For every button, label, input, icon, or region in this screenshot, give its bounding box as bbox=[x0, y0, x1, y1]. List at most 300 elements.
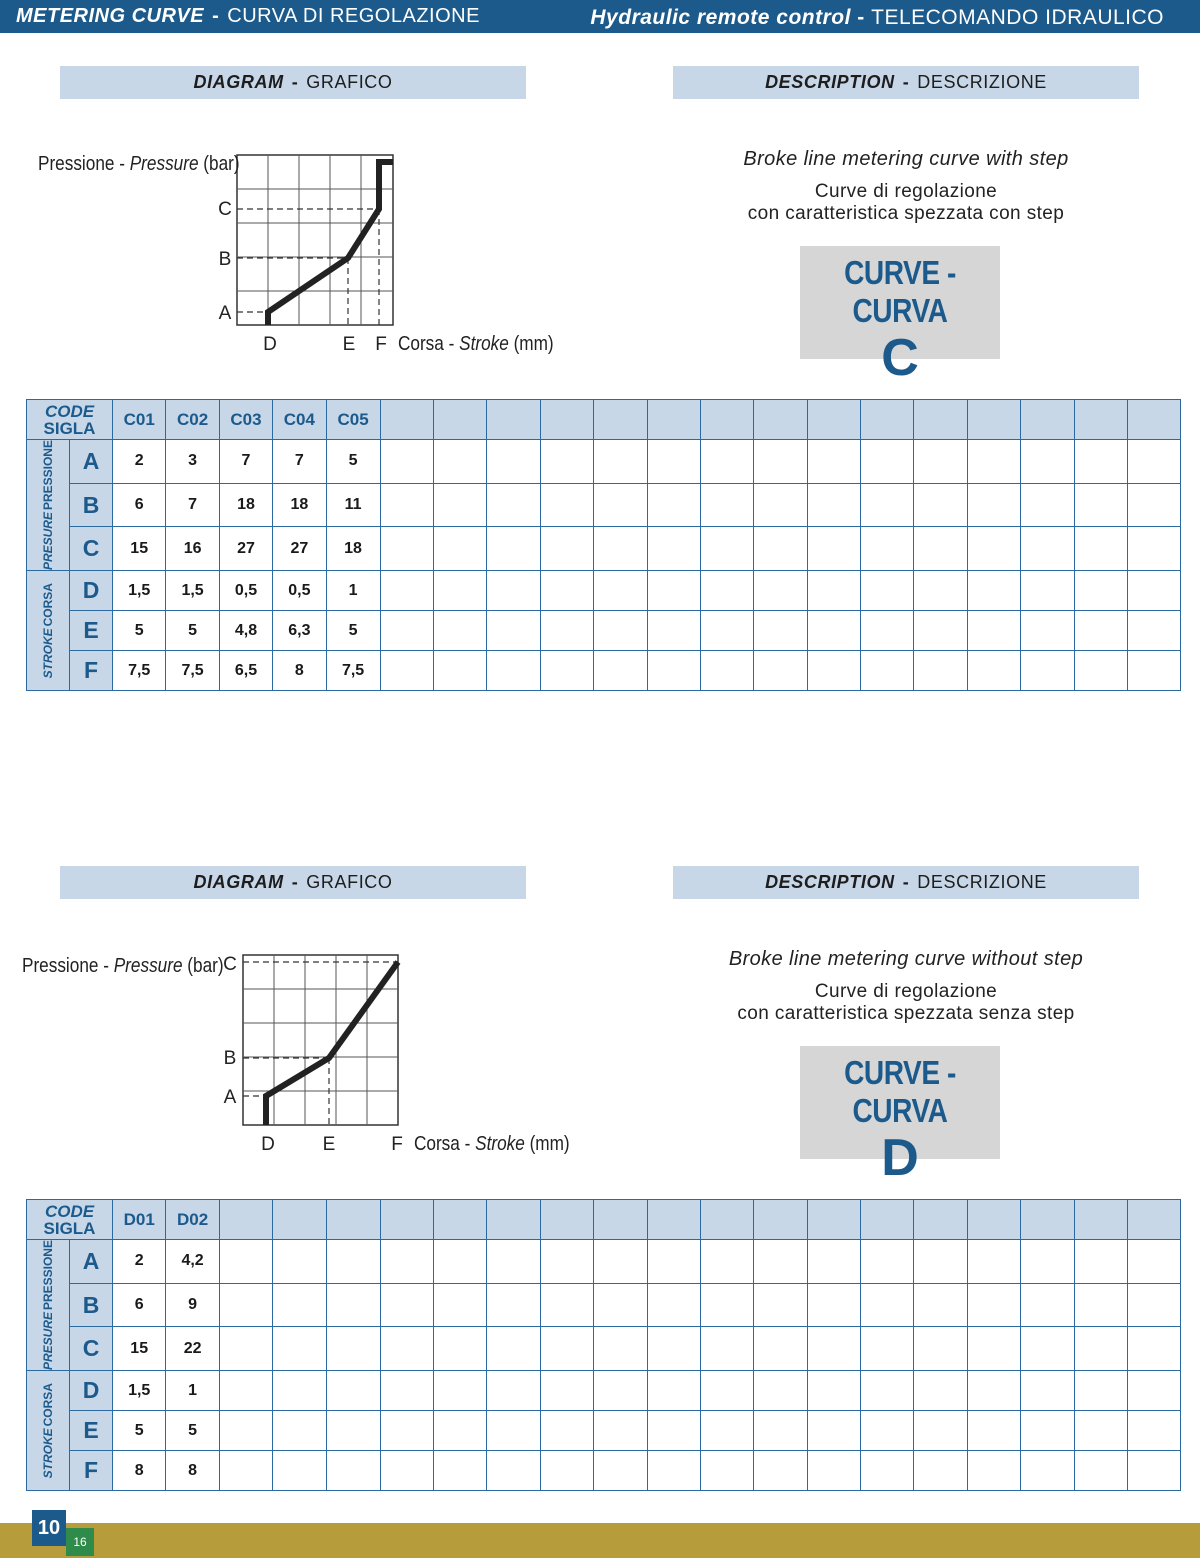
chart-c-series-line bbox=[268, 162, 393, 325]
chart-d-xtick-e: E bbox=[322, 1134, 336, 1155]
table-cell bbox=[1074, 1411, 1127, 1451]
table-cell bbox=[380, 1411, 433, 1451]
diagram-header-it: GRAFICO bbox=[306, 72, 393, 92]
code-column-header bbox=[219, 1200, 272, 1240]
code-label: CODE bbox=[44, 401, 95, 421]
footer-title-en: Hydraulic remote control bbox=[590, 6, 851, 29]
group-label-it: PRESSIONE bbox=[41, 440, 55, 511]
description-line-it-b: con caratteristica spezzata senza step bbox=[737, 1003, 1075, 1024]
table-cell bbox=[1021, 1283, 1074, 1327]
table-cell bbox=[861, 571, 914, 611]
table-cell bbox=[273, 1371, 326, 1411]
table-cell: 1 bbox=[326, 571, 380, 611]
chart-d-xlabel: Corsa - Stroke (mm) bbox=[414, 1131, 570, 1155]
table-cell: 2 bbox=[113, 440, 166, 484]
table-cell bbox=[861, 1411, 914, 1451]
chart-c-ytick-a: A bbox=[218, 303, 232, 324]
table-cell bbox=[861, 1371, 914, 1411]
table-cell bbox=[1021, 1451, 1074, 1491]
table-cell bbox=[1074, 1283, 1127, 1327]
table-cell bbox=[1128, 527, 1181, 571]
row-letter: E bbox=[70, 1411, 113, 1451]
table-row bbox=[27, 571, 1181, 611]
table-cell bbox=[861, 483, 914, 527]
table-cell: 5 bbox=[326, 440, 380, 484]
table-cell bbox=[807, 440, 860, 484]
description-header-en: DESCRIPTION bbox=[765, 72, 895, 92]
code-column-header bbox=[487, 1200, 540, 1240]
table-cell: 15 bbox=[113, 1327, 166, 1371]
table-cell bbox=[487, 1411, 540, 1451]
table-cell bbox=[487, 440, 540, 484]
table-cell: 16 bbox=[166, 527, 219, 571]
code-column-header bbox=[967, 400, 1020, 440]
table-cell bbox=[807, 1371, 860, 1411]
table-cell bbox=[433, 1371, 486, 1411]
table-cell bbox=[380, 1371, 433, 1411]
table-cell: 18 bbox=[219, 483, 272, 527]
code-column-header bbox=[1074, 1200, 1127, 1240]
table-cell bbox=[754, 651, 807, 691]
table-cell bbox=[1021, 1240, 1074, 1284]
table-cell: 1 bbox=[166, 1371, 219, 1411]
table-cell bbox=[540, 611, 593, 651]
chart-c-ytick-c: C bbox=[218, 199, 232, 220]
stroke-group-label bbox=[27, 1371, 70, 1491]
table-cell bbox=[1074, 651, 1127, 691]
table-cell: 6,5 bbox=[219, 651, 272, 691]
diagram-header-sep: - bbox=[291, 72, 299, 92]
table-cell bbox=[861, 1327, 914, 1371]
description-header bbox=[673, 66, 1139, 99]
table-cell bbox=[1074, 483, 1127, 527]
table-cell bbox=[219, 1283, 272, 1327]
table-cell: 1,5 bbox=[113, 1371, 166, 1411]
row-letter: B bbox=[70, 483, 113, 527]
code-column-header bbox=[1128, 1200, 1181, 1240]
table-cell bbox=[273, 1451, 326, 1491]
table-cell bbox=[914, 1327, 967, 1371]
table-cell: 6 bbox=[113, 483, 166, 527]
table-cell: 4,2 bbox=[166, 1240, 219, 1284]
table-cell: 27 bbox=[273, 527, 326, 571]
banner-sep: - bbox=[212, 5, 220, 27]
table-cell bbox=[967, 483, 1020, 527]
table-row bbox=[27, 1411, 1181, 1451]
code-table-c bbox=[26, 399, 1181, 691]
table-cell bbox=[807, 611, 860, 651]
table-cell bbox=[380, 1240, 433, 1284]
table-cell bbox=[754, 611, 807, 651]
table-cell bbox=[647, 1240, 700, 1284]
code-column-header bbox=[914, 1200, 967, 1240]
chart-d-xtick-f: F bbox=[391, 1134, 403, 1155]
table-cell: 1,5 bbox=[166, 571, 219, 611]
table-cell bbox=[594, 527, 647, 571]
description-line-it bbox=[700, 181, 1112, 225]
description-line-en: Broke line metering curve with step bbox=[743, 148, 1069, 170]
curve-type-title: CURVE - CURVA bbox=[844, 1054, 956, 1129]
table-cell: 18 bbox=[326, 527, 380, 571]
table-cell bbox=[273, 1283, 326, 1327]
table-cell bbox=[273, 1327, 326, 1371]
table-cell bbox=[700, 1451, 753, 1491]
table-cell bbox=[594, 1283, 647, 1327]
chart-d-xtick-d: D bbox=[261, 1134, 275, 1155]
table-cell bbox=[1021, 651, 1074, 691]
table-cell bbox=[647, 611, 700, 651]
table-cell bbox=[1128, 1327, 1181, 1371]
table-cell bbox=[326, 1411, 380, 1451]
curve-type-letter: D bbox=[881, 1129, 919, 1187]
table-cell bbox=[1021, 1327, 1074, 1371]
table-cell bbox=[219, 1371, 272, 1411]
row-letter: A bbox=[70, 1240, 113, 1284]
table-cell bbox=[219, 1451, 272, 1491]
table-cell bbox=[594, 440, 647, 484]
table-cell bbox=[754, 483, 807, 527]
table-cell bbox=[1128, 651, 1181, 691]
code-column-header bbox=[380, 400, 433, 440]
table-cell bbox=[754, 440, 807, 484]
table-cell bbox=[700, 1283, 753, 1327]
curve-type-letter: C bbox=[881, 329, 919, 387]
table-cell bbox=[540, 1411, 593, 1451]
table-cell bbox=[1021, 1371, 1074, 1411]
description-line-it-b: con caratteristica spezzata con step bbox=[747, 203, 1065, 224]
code-column-header bbox=[540, 1200, 593, 1240]
description-line-it-a: Curve di regolazione bbox=[814, 181, 998, 202]
chart-d-ytick-b: B bbox=[223, 1048, 237, 1069]
table-cell bbox=[914, 611, 967, 651]
table-row bbox=[27, 1451, 1181, 1491]
table-cell bbox=[433, 571, 486, 611]
code-sigla-header bbox=[27, 1200, 113, 1240]
table-cell bbox=[433, 611, 486, 651]
table-cell bbox=[861, 440, 914, 484]
table-cell bbox=[594, 1371, 647, 1411]
table-cell bbox=[487, 1283, 540, 1327]
code-column-header bbox=[1021, 400, 1074, 440]
table-cell bbox=[326, 1327, 380, 1371]
table-row bbox=[27, 1283, 1181, 1327]
chart-d-grid bbox=[243, 955, 398, 1125]
code-column-header: C01 bbox=[113, 400, 166, 440]
code-sigla-header bbox=[27, 400, 113, 440]
table-cell bbox=[967, 571, 1020, 611]
table-cell bbox=[967, 611, 1020, 651]
group-label-en: PRESURE bbox=[41, 512, 55, 571]
pressure-group-label bbox=[27, 440, 70, 571]
table-cell: 27 bbox=[219, 527, 272, 571]
table-cell bbox=[914, 483, 967, 527]
table-cell bbox=[914, 440, 967, 484]
page-number: 10 bbox=[32, 1510, 66, 1546]
table-cell bbox=[540, 440, 593, 484]
table-cell bbox=[1021, 483, 1074, 527]
table-cell bbox=[700, 1240, 753, 1284]
chart-c-xtick-f: F bbox=[375, 334, 387, 355]
diagram-header-it: GRAFICO bbox=[306, 872, 393, 892]
table-cell bbox=[433, 1451, 486, 1491]
chart-c-xlabel: Corsa - Stroke (mm) bbox=[397, 331, 554, 355]
table-cell: 4,8 bbox=[219, 611, 272, 651]
code-column-header bbox=[861, 1200, 914, 1240]
table-cell bbox=[807, 483, 860, 527]
table-cell: 8 bbox=[166, 1451, 219, 1491]
table-cell bbox=[647, 651, 700, 691]
chart-c-xtick-d: D bbox=[263, 334, 277, 355]
chart-c-guides bbox=[237, 209, 379, 325]
description-line-it bbox=[700, 981, 1112, 1025]
code-column-header bbox=[754, 400, 807, 440]
row-letter: C bbox=[70, 1327, 113, 1371]
table-cell bbox=[1128, 440, 1181, 484]
pressure-group-label bbox=[27, 1240, 70, 1371]
table-cell: 18 bbox=[273, 483, 326, 527]
table-cell bbox=[700, 651, 753, 691]
table-cell bbox=[1074, 1240, 1127, 1284]
description-header-it: DESCRIZIONE bbox=[917, 72, 1047, 92]
banner-title-it: CURVA DI REGOLAZIONE bbox=[227, 5, 480, 27]
table-cell bbox=[807, 1283, 860, 1327]
table-cell bbox=[1128, 1283, 1181, 1327]
table-cell bbox=[807, 651, 860, 691]
table-cell: 8 bbox=[113, 1451, 166, 1491]
group-label-it: CORSA bbox=[41, 582, 55, 627]
table-cell bbox=[380, 1283, 433, 1327]
table-cell bbox=[861, 527, 914, 571]
table-cell: 5 bbox=[166, 611, 219, 651]
table-cell bbox=[540, 1283, 593, 1327]
table-cell bbox=[807, 1411, 860, 1451]
row-letter: D bbox=[70, 571, 113, 611]
table-cell: 3 bbox=[166, 440, 219, 484]
code-column-header bbox=[1021, 1200, 1074, 1240]
table-cell bbox=[914, 1371, 967, 1411]
table-cell: 9 bbox=[166, 1283, 219, 1327]
table-cell bbox=[273, 1411, 326, 1451]
table-cell bbox=[914, 1451, 967, 1491]
table-cell bbox=[380, 440, 433, 484]
table-cell: 2 bbox=[113, 1240, 166, 1284]
table-cell: 7,5 bbox=[113, 651, 166, 691]
chart-c-grid bbox=[237, 155, 393, 325]
table-cell bbox=[967, 1327, 1020, 1371]
table-cell bbox=[487, 1240, 540, 1284]
table-cell: 7 bbox=[219, 440, 272, 484]
code-column-header bbox=[380, 1200, 433, 1240]
table-cell: 6,3 bbox=[273, 611, 326, 651]
row-letter: F bbox=[70, 651, 113, 691]
table-cell: 8 bbox=[273, 651, 326, 691]
table-cell bbox=[754, 1283, 807, 1327]
footer-sep: - bbox=[850, 6, 872, 29]
table-cell bbox=[700, 440, 753, 484]
table-cell bbox=[647, 440, 700, 484]
table-cell bbox=[1128, 1451, 1181, 1491]
table-cell bbox=[1128, 1371, 1181, 1411]
table-cell bbox=[647, 527, 700, 571]
table-cell bbox=[380, 527, 433, 571]
table-cell bbox=[1128, 611, 1181, 651]
table-cell bbox=[1074, 1327, 1127, 1371]
table-cell bbox=[487, 571, 540, 611]
table-cell bbox=[540, 1451, 593, 1491]
table-cell bbox=[861, 1451, 914, 1491]
table-cell bbox=[380, 611, 433, 651]
table-cell bbox=[594, 1327, 647, 1371]
table-cell bbox=[700, 1327, 753, 1371]
table-cell: 0,5 bbox=[219, 571, 272, 611]
chart-c-xtick-e: E bbox=[342, 334, 356, 355]
table-cell bbox=[219, 1411, 272, 1451]
table-cell bbox=[433, 440, 486, 484]
table-cell bbox=[700, 611, 753, 651]
row-letter: C bbox=[70, 527, 113, 571]
table-cell bbox=[326, 1240, 380, 1284]
table-cell bbox=[594, 611, 647, 651]
table-cell bbox=[1074, 611, 1127, 651]
footer-bar bbox=[0, 1523, 1200, 1558]
table-cell: 7 bbox=[166, 483, 219, 527]
table-cell bbox=[754, 1451, 807, 1491]
table-cell bbox=[1021, 611, 1074, 651]
table-row bbox=[27, 1371, 1181, 1411]
table-cell bbox=[380, 1451, 433, 1491]
table-row bbox=[27, 527, 1181, 571]
table-cell bbox=[540, 527, 593, 571]
table-cell bbox=[433, 651, 486, 691]
description-header-en: DESCRIPTION bbox=[765, 872, 895, 892]
table-cell bbox=[967, 1283, 1020, 1327]
code-column-header bbox=[1128, 400, 1181, 440]
table-cell bbox=[380, 651, 433, 691]
group-label-en: STROKE bbox=[41, 1428, 55, 1479]
table-cell bbox=[1128, 483, 1181, 527]
code-column-header: C04 bbox=[273, 400, 326, 440]
description-header-sep: - bbox=[902, 72, 910, 92]
table-cell bbox=[594, 1451, 647, 1491]
group-label-it: CORSA bbox=[41, 1382, 55, 1427]
table-cell bbox=[1021, 527, 1074, 571]
curve-type-title: CURVE - CURVA bbox=[844, 254, 956, 329]
table-cell bbox=[861, 1283, 914, 1327]
diagram-header-2 bbox=[60, 866, 526, 899]
table-row bbox=[27, 1240, 1181, 1284]
table-cell bbox=[487, 483, 540, 527]
table-cell bbox=[861, 611, 914, 651]
table-cell: 15 bbox=[113, 527, 166, 571]
table-cell bbox=[273, 1240, 326, 1284]
table-cell bbox=[647, 1411, 700, 1451]
table-cell bbox=[594, 483, 647, 527]
vertical-label bbox=[41, 583, 55, 678]
table-row bbox=[27, 1327, 1181, 1371]
code-column-header bbox=[807, 1200, 860, 1240]
code-column-header: C02 bbox=[166, 400, 219, 440]
table-cell bbox=[967, 1451, 1020, 1491]
table-cell: 5 bbox=[113, 611, 166, 651]
code-table-d bbox=[26, 1199, 1181, 1491]
table-cell: 22 bbox=[166, 1327, 219, 1371]
code-column-header bbox=[647, 1200, 700, 1240]
table-cell bbox=[487, 1327, 540, 1371]
chart-c-ylabel: Pressione - Pressure (bar) bbox=[38, 151, 240, 175]
table-cell bbox=[326, 1371, 380, 1411]
table-row bbox=[27, 611, 1181, 651]
row-letter: A bbox=[70, 440, 113, 484]
table-cell bbox=[1074, 1451, 1127, 1491]
table-header-row bbox=[27, 1200, 1181, 1240]
table-cell: 11 bbox=[326, 483, 380, 527]
table-cell bbox=[594, 1411, 647, 1451]
code-column-header bbox=[326, 1200, 380, 1240]
table-cell bbox=[594, 571, 647, 611]
table-cell bbox=[700, 483, 753, 527]
table-cell bbox=[807, 571, 860, 611]
table-header-row bbox=[27, 400, 1181, 440]
sigla-label: SIGLA bbox=[43, 418, 96, 438]
stroke-group-label bbox=[27, 571, 70, 691]
table-cell: 7 bbox=[273, 440, 326, 484]
footer-title bbox=[590, 6, 1164, 30]
table-cell bbox=[487, 1451, 540, 1491]
table-cell bbox=[1074, 527, 1127, 571]
table-cell bbox=[487, 651, 540, 691]
curve-type-box-2 bbox=[800, 1046, 1000, 1187]
table-cell bbox=[433, 1240, 486, 1284]
table-cell bbox=[380, 1327, 433, 1371]
table-cell bbox=[647, 1327, 700, 1371]
table-cell bbox=[540, 1371, 593, 1411]
code-column-header bbox=[487, 400, 540, 440]
table-cell bbox=[594, 651, 647, 691]
code-column-header bbox=[273, 1200, 326, 1240]
code-column-header: C05 bbox=[326, 400, 380, 440]
description-header-sep: - bbox=[902, 872, 910, 892]
table-cell bbox=[1074, 571, 1127, 611]
sigla-label: SIGLA bbox=[43, 1218, 96, 1238]
table-cell bbox=[967, 651, 1020, 691]
table-cell bbox=[754, 1327, 807, 1371]
table-cell bbox=[433, 1327, 486, 1371]
table-cell: 0,5 bbox=[273, 571, 326, 611]
table-cell bbox=[807, 527, 860, 571]
chart-d-guides bbox=[243, 962, 398, 1125]
table-cell bbox=[487, 1371, 540, 1411]
row-letter: B bbox=[70, 1283, 113, 1327]
table-cell bbox=[380, 571, 433, 611]
table-cell bbox=[1074, 1371, 1127, 1411]
chart-d-ytick-c: C bbox=[223, 954, 237, 975]
table-cell bbox=[647, 571, 700, 611]
table-cell bbox=[219, 1240, 272, 1284]
table-cell bbox=[700, 1371, 753, 1411]
row-letter: E bbox=[70, 611, 113, 651]
code-column-header: D02 bbox=[166, 1200, 219, 1240]
table-cell: 5 bbox=[326, 611, 380, 651]
table-cell bbox=[1128, 1240, 1181, 1284]
table-row bbox=[27, 440, 1181, 484]
banner-title-en: METERING CURVE bbox=[16, 5, 205, 27]
code-column-header bbox=[754, 1200, 807, 1240]
description-line-it-a: Curve di regolazione bbox=[814, 981, 998, 1002]
table-cell bbox=[700, 571, 753, 611]
table-cell bbox=[914, 651, 967, 691]
chart-d-series-line bbox=[266, 962, 398, 1125]
code-column-header: D01 bbox=[113, 1200, 166, 1240]
